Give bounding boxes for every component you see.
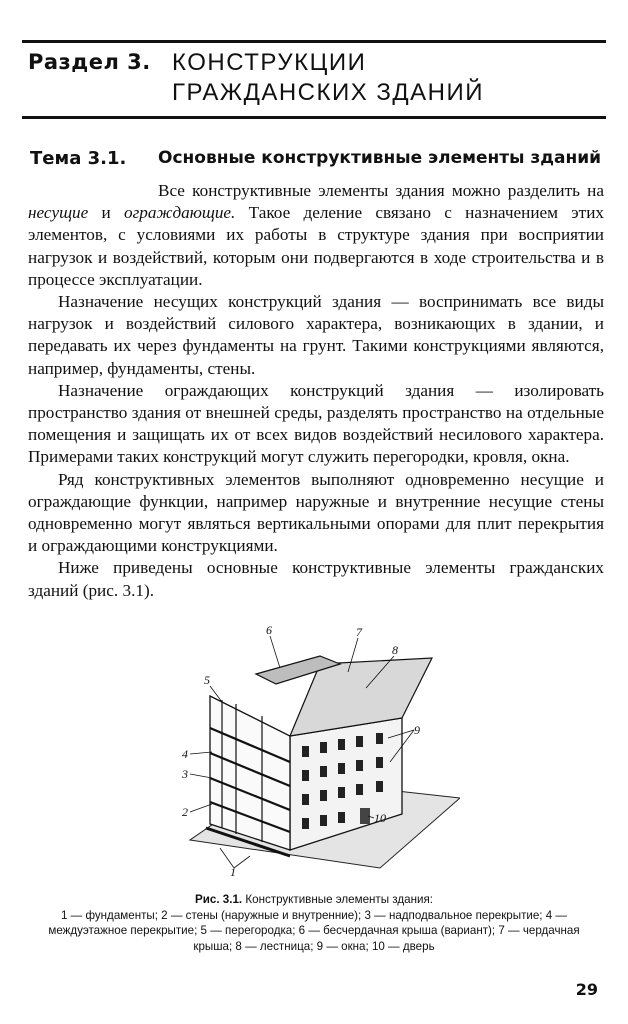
paragraph-2: Назначение несущих конструкций здания — воспринимать все виды нагрузок и воздействий силового характера, возникающих в здании, и передавать их через фундаменты на грунт. Такими конструкциями являются, например, фундаменты, стены. <box>28 292 604 378</box>
term-enclosing: ограждающие. <box>123 203 236 223</box>
figure-label-5: 5 <box>204 673 210 687</box>
section-title-line1: КОНСТРУКЦИИ <box>172 49 367 76</box>
section-title <box>172 48 484 108</box>
figure-label-10: 10 <box>374 811 386 825</box>
term-bearing: несущие <box>28 203 89 223</box>
paragraph-4: Ряд конструктивных элементов выполняют одновременно несущие и ограждающие функции, например наружные и внутренние несущие стены одновременно могут являться вертикальными опорами для плит перекрытия и ограждающими конструкциями. <box>28 469 604 556</box>
figure-label-9: 9 <box>414 723 420 737</box>
paragraph-3: Назначение ограждающих конструкций здания — изолировать пространство здания от внешней среды, разделять пространство на отдельные помещения и защищать их от всех видов воздействий несилового характера. Примерами таких конструкций могут служить перегородки, кровля, окна. <box>28 380 604 467</box>
figure-label-6: 6 <box>266 623 272 637</box>
caption-title: Рис. 3.1. <box>195 893 243 906</box>
figure-label-8: 8 <box>392 643 398 657</box>
p1-text-b: и <box>88 203 124 223</box>
caption-title-rest: Конструктивные элементы здания: <box>242 893 433 906</box>
figure-label-1: 1 <box>230 865 236 879</box>
section-label: Раздел 3. <box>28 50 151 74</box>
paragraph-5: Ниже приведены основные конструктивные элементы гражданских зданий (рис. 3.1). <box>28 558 604 600</box>
p1-text-a: Все конструктивные элементы здания можно разделить на <box>158 181 604 200</box>
body-text <box>28 180 604 602</box>
topic-title: Основные конструктивные элементы зданий <box>158 148 602 168</box>
caption-text: 1 — фундаменты; 2 — стены (наружные и внутренние); 3 — надподвальное перекрытие; 4 — междуэтажное перекрытие; 5 — перегородка; 6 — бесчердачная крыша (вариант); 7 — чердачная крыша; 8 — лестница; 9 — окна; 10 — дверь <box>48 908 580 953</box>
page-number: 29 <box>575 980 598 999</box>
figure-label-4: 4 <box>182 747 188 761</box>
p1-text-c: Такое деление связано с назначением этих элементов, с условиями их работы в структуре здания при восприятии нагрузок и воздействий, которым они подвергаются в ходе строительства и в процессе эксплуатации. <box>28 203 604 289</box>
building-figure <box>170 618 460 880</box>
figure-label-7: 7 <box>356 625 362 639</box>
paragraph-1 <box>28 180 604 291</box>
topic-number: Тема 3.1. <box>30 148 127 169</box>
section-title-line2: ГРАЖДАНСКИХ ЗДАНИЙ <box>172 79 484 106</box>
top-rule <box>22 40 606 43</box>
figure-caption <box>40 892 588 954</box>
figure-label-3: 3 <box>182 767 188 781</box>
figure-label-2: 2 <box>182 805 188 819</box>
section-bottom-rule <box>22 116 606 119</box>
